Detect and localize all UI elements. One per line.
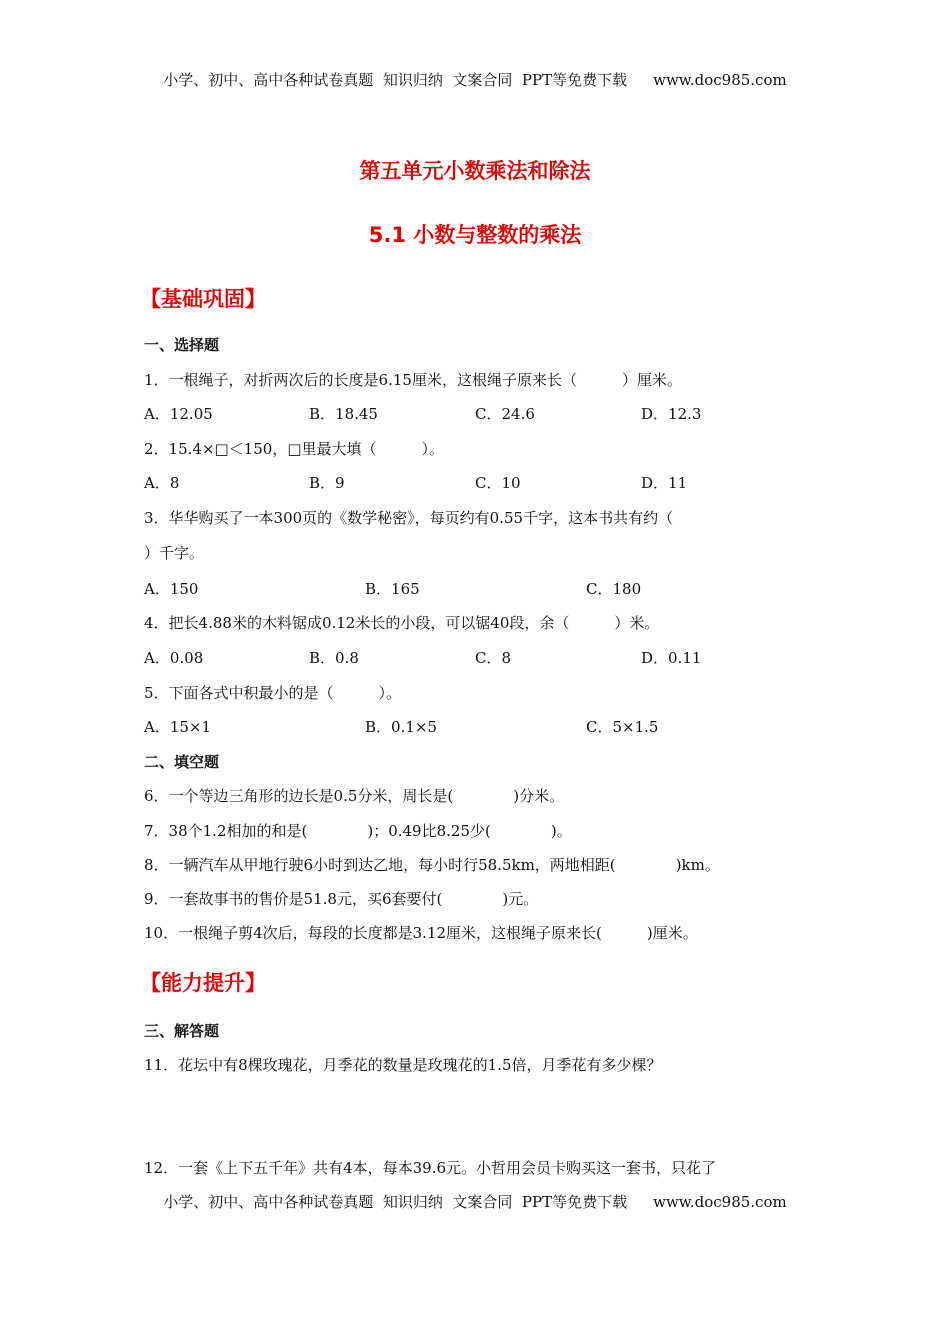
q2-option-c: C．10 (475, 474, 521, 492)
q2-option-b: B．9 (309, 474, 345, 492)
header-site: www.doc985.com (653, 71, 787, 89)
question-2: 2．15.4×□＜150，□里最大填（ ）。 (144, 440, 444, 458)
question-10: 10．一根绳子剪4次后，每段的长度都是3.12厘米，这根绳子原来长( )厘米。 (144, 924, 698, 942)
question-6: 6．一个等边三角形的边长是0.5分米，周长是( )分米。 (144, 787, 565, 805)
q3-option-a: A．150 (144, 580, 199, 598)
q4-option-a: A．0.08 (144, 649, 204, 667)
page-subtitle: 5.1 小数与整数的乘法 (368, 223, 582, 247)
question-3: 3．华华购买了一本300页的《数学秘密》，每页约有0.55千字，这本书共有约（ (144, 509, 674, 527)
part-choice-heading: 一、选择题 (144, 336, 220, 354)
question-12: 12．一套《上下五千年》共有4本，每本39.6元。小哲用会员卡购买这一套书，只花了 (144, 1159, 717, 1177)
q3-option-c: C．180 (586, 580, 642, 598)
q1-option-b: B．18.45 (309, 405, 378, 423)
part-fill-heading: 二、填空题 (144, 753, 220, 771)
footer-site: www.doc985.com (653, 1193, 787, 1211)
q1-option-c: C．24.6 (475, 405, 535, 423)
q5-option-c: C．5×1.5 (586, 718, 659, 736)
question-8: 8．一辆汽车从甲地行驶6小时到达乙地，每小时行58.5km，两地相距( )km。 (144, 856, 720, 874)
q3-option-b: B．165 (365, 580, 420, 598)
question-4: 4．把长4.88米的木料锯成0.12米长的小段，可以锯40段，余（ ）米。 (144, 614, 660, 632)
question-3-cont: ）千字。 (144, 544, 205, 562)
footer-text: 小学、初中、高中各种试卷真题 知识归纳 文案合同 PPT等免费下载 (163, 1193, 628, 1211)
q4-option-c: C．8 (475, 649, 512, 667)
page-title: 第五单元小数乘法和除法 (359, 159, 591, 183)
header-text: 小学、初中、高中各种试卷真题 知识归纳 文案合同 PPT等免费下载 (163, 71, 628, 89)
q1-option-a: A．12.05 (144, 405, 213, 423)
page-footer (0, 1191, 950, 1212)
q1-option-d: D．12.3 (641, 405, 702, 423)
question-1: 1．一根绳子，对折两次后的长度是6.15厘米，这根绳子原来长（ ）厘米。 (144, 371, 682, 389)
q2-option-d: D．11 (641, 474, 688, 492)
q5-option-a: A．15×1 (144, 718, 212, 736)
section-advanced: 【能力提升】 (140, 971, 266, 995)
page-header (0, 69, 950, 90)
section-basic: 【基础巩固】 (140, 287, 266, 311)
q2-option-a: A．8 (144, 474, 180, 492)
q4-option-b: B．0.8 (309, 649, 359, 667)
question-11: 11．花坛中有8棵玫瑰花，月季花的数量是玫瑰花的1.5倍，月季花有多少棵？ (144, 1056, 662, 1074)
question-5: 5．下面各式中积最小的是（ ）。 (144, 684, 402, 702)
q5-option-b: B．0.1×5 (365, 718, 437, 736)
question-7: 7．38个1.2相加的和是( )；0.49比8.25少( )。 (144, 822, 572, 840)
question-9: 9．一套故事书的售价是51.8元，买6套要付( )元。 (144, 890, 539, 908)
part-answer-heading: 三、解答题 (144, 1022, 220, 1040)
q4-option-d: D．0.11 (641, 649, 702, 667)
